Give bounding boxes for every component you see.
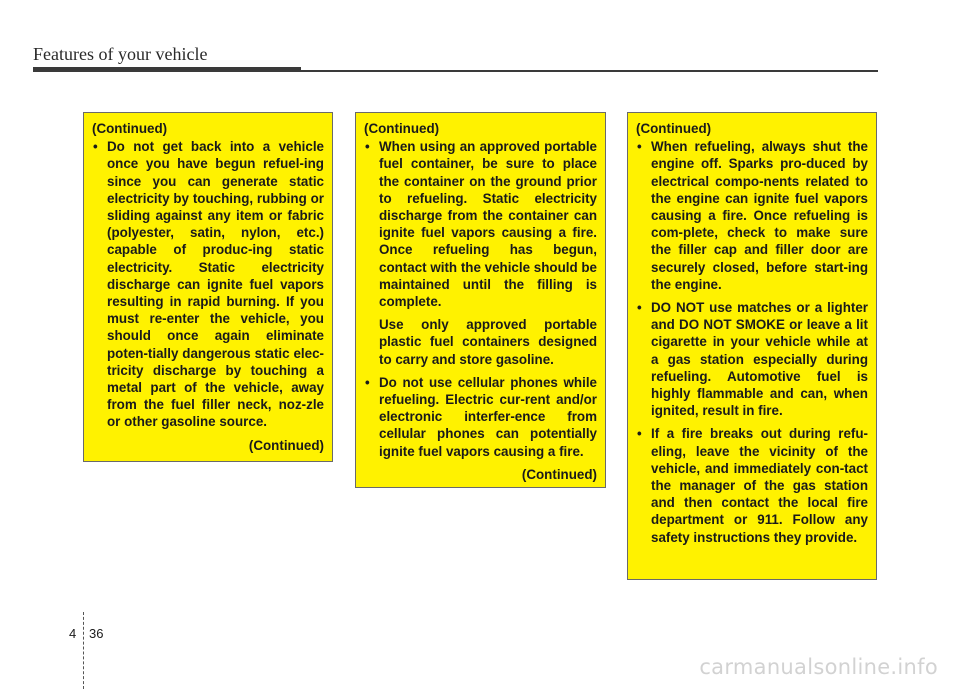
page-footer-divider [83,612,84,689]
warning-item: • DO NOT use matches or a lighter and DO NOT SMOKE or leave a lit cigarette in your vehicle while at a gas station especially during refueling. Automotive fuel is highly flammable and can, when ignited, result in fire. [636,299,868,419]
warning-list [636,138,868,546]
continued-footer: (Continued) [521,466,597,482]
continued-heading: (Continued) [364,121,440,136]
continued-footer: (Continued) [248,437,324,453]
warning-box-2 [355,112,606,488]
header-rule-thin [300,70,878,72]
warning-item [364,138,597,368]
watermark-text: carmanualsonline.info [699,655,938,679]
warning-item-subparagraph: Use only approved portable plastic fuel containers designed to carry and store gasoline. [379,317,597,367]
warning-list [92,138,324,430]
warning-list [364,138,597,460]
header-rule-thick [33,67,301,72]
warning-item-text: • When using an approved portable fuel container, be sure to place the container on the ground prior to refueling. Static electricity discharge from the container can ignite fuel vapors causing a fire. Once refueling has begun, contact with the vehicle should be maintained until the filling is complete. [379,139,598,310]
continued-heading: (Continued) [92,121,168,136]
warning-box-1 [83,112,333,462]
warning-item: • Do not get back into a vehicle once you have begun refuel-ing since you can generate static electricity by touching, rubbing or sliding against any item or fabric (polyester, satin, nylon, etc.) capable of produc-ing static electricity. Static electricity discharge can ignite fuel vapors resulting in rapid burning. If you must re-enter the vehicle, you should once again eliminate poten-tially dangerous static elec-tricity discharge by touching a metal part of the vehicle, away from the fuel filler neck, noz-zle or other gasoline source. [92,138,324,430]
warning-item: • When refueling, always shut the engine off. Sparks pro-duced by electrical compo-nents related to the engine can ignite fuel vapors causing a fire. Once refueling is com-plete, check to make sure the filler cap and filler door are securely closed, before start-ing the engine. [636,138,868,293]
warning-item: • Do not use cellular phones while refueling. Electric cur-rent and/or electronic interfer-ence from cellular phones can potentially ignite fuel vapors causing a fire. [364,374,597,460]
continued-heading: (Continued) [636,121,712,136]
warning-box-3 [627,112,877,580]
warning-item: • If a fire breaks out during refu-eling, leave the vicinity of the vehicle, and immediately con-tact the manager of the gas station and then contact the local fire department or 911. Follow any safety instructions they provide. [636,425,868,545]
chapter-number: 4 [69,626,77,641]
page-header-title: Features of your vehicle [33,44,208,64]
page-number: 36 [89,626,104,641]
